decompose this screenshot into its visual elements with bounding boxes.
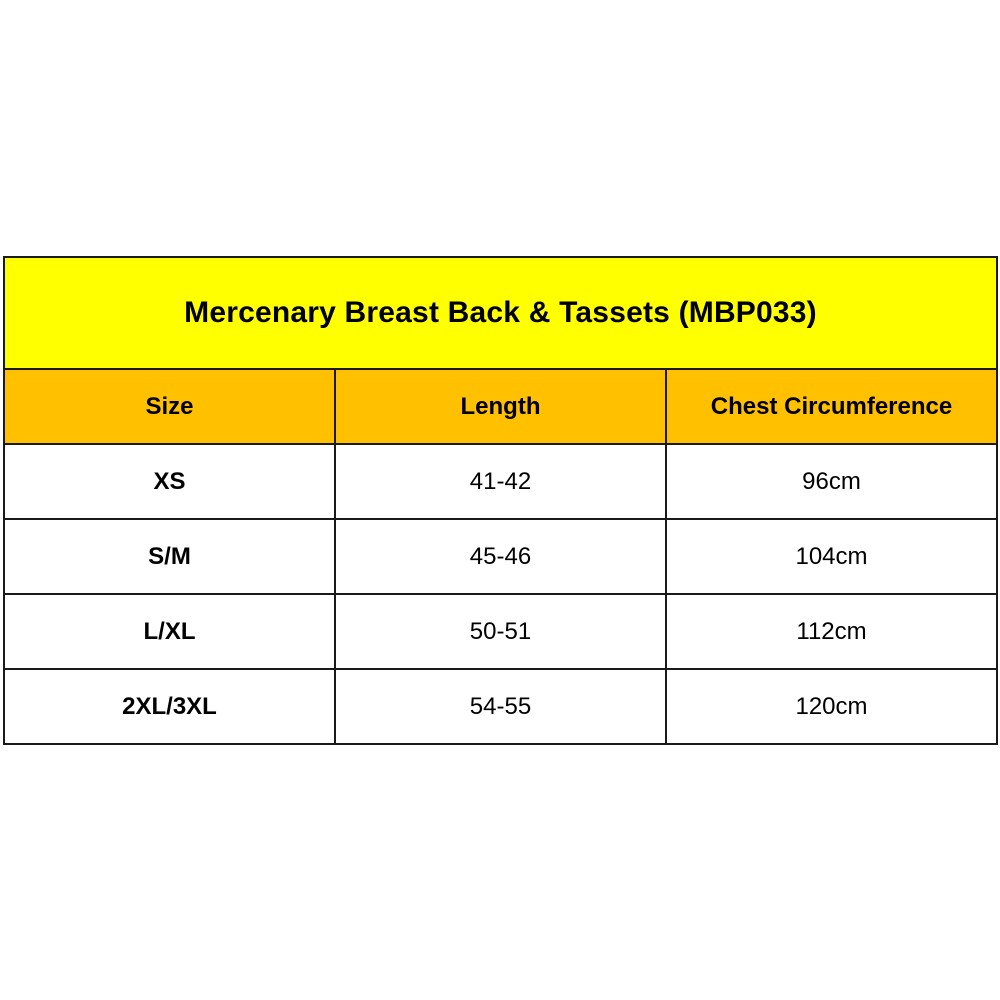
column-header-length: Length [335, 369, 666, 444]
size-cell: L/XL [4, 594, 335, 669]
title-row [4, 257, 997, 369]
table-row [4, 669, 997, 744]
column-header-chest: Chest Circumference [666, 369, 997, 444]
length-cell: 41-42 [335, 444, 666, 519]
size-chart-table [3, 256, 998, 745]
size-cell: 2XL/3XL [4, 669, 335, 744]
chest-cell: 120cm [666, 669, 997, 744]
table-row [4, 444, 997, 519]
length-cell: 54-55 [335, 669, 666, 744]
size-cell: S/M [4, 519, 335, 594]
chest-cell: 96cm [666, 444, 997, 519]
column-header-size: Size [4, 369, 335, 444]
chest-cell: 112cm [666, 594, 997, 669]
table-row [4, 594, 997, 669]
header-row [4, 369, 997, 444]
table-row [4, 519, 997, 594]
size-cell: XS [4, 444, 335, 519]
length-cell: 50-51 [335, 594, 666, 669]
chest-cell: 104cm [666, 519, 997, 594]
table-title: Mercenary Breast Back & Tassets (MBP033) [4, 257, 997, 369]
length-cell: 45-46 [335, 519, 666, 594]
